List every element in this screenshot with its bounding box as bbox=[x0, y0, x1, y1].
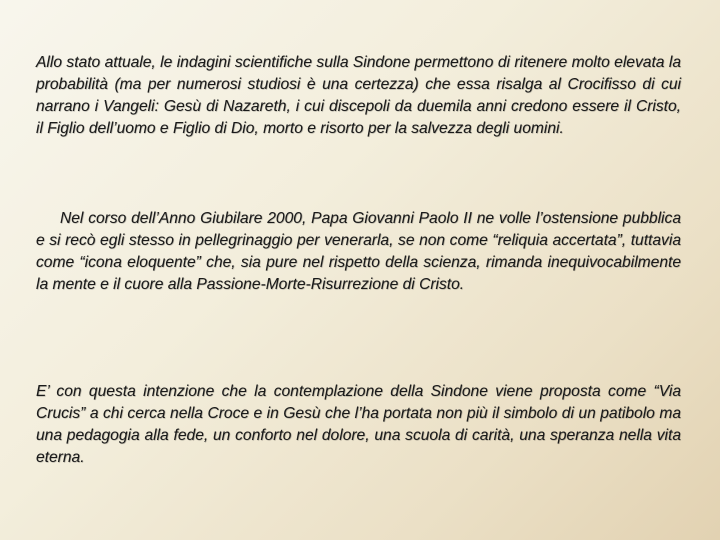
paragraph-via-crucis: E’ con questa intenzione che la contemplazione della Sindone viene proposta come “Via Crucis” a chi cerca nella Croce e in Gesù che l’ha portata non più il simbolo di un patibolo ma una pedagogia alla fede, un conforto nel dolore, una scuola di carità, una speranza nella vita eterna. bbox=[36, 383, 681, 466]
paragraph-jubilee-2000: Nel corso dell’Anno Giubilare 2000, Papa Giovanni Paolo II ne volle l’ostensione pubblica e si recò egli stesso in pellegrinaggio per venerarla, se non come “reliquia accertata”, tuttavia come “icona eloquente” che, sia pure nel rispetto della scienza, rimanda inequivocabilmente la mente e il cuore alla Passione-Morte-Risurrezione di Cristo. bbox=[36, 210, 681, 293]
paragraph-scientific-findings: Allo stato attuale, le indagini scientifiche sulla Sindone permettono di ritenere molto elevata la probabilità (ma per numerosi studiosi è una certezza) che essa risalga al Crocifisso di cui narrano i Vangeli: Gesù di Nazareth, i cui discepoli da duemila anni credono essere il Cristo, il Figlio dell’uomo e Figlio di Dio, morto e risorto per la salvezza degli uomini. bbox=[36, 54, 681, 137]
